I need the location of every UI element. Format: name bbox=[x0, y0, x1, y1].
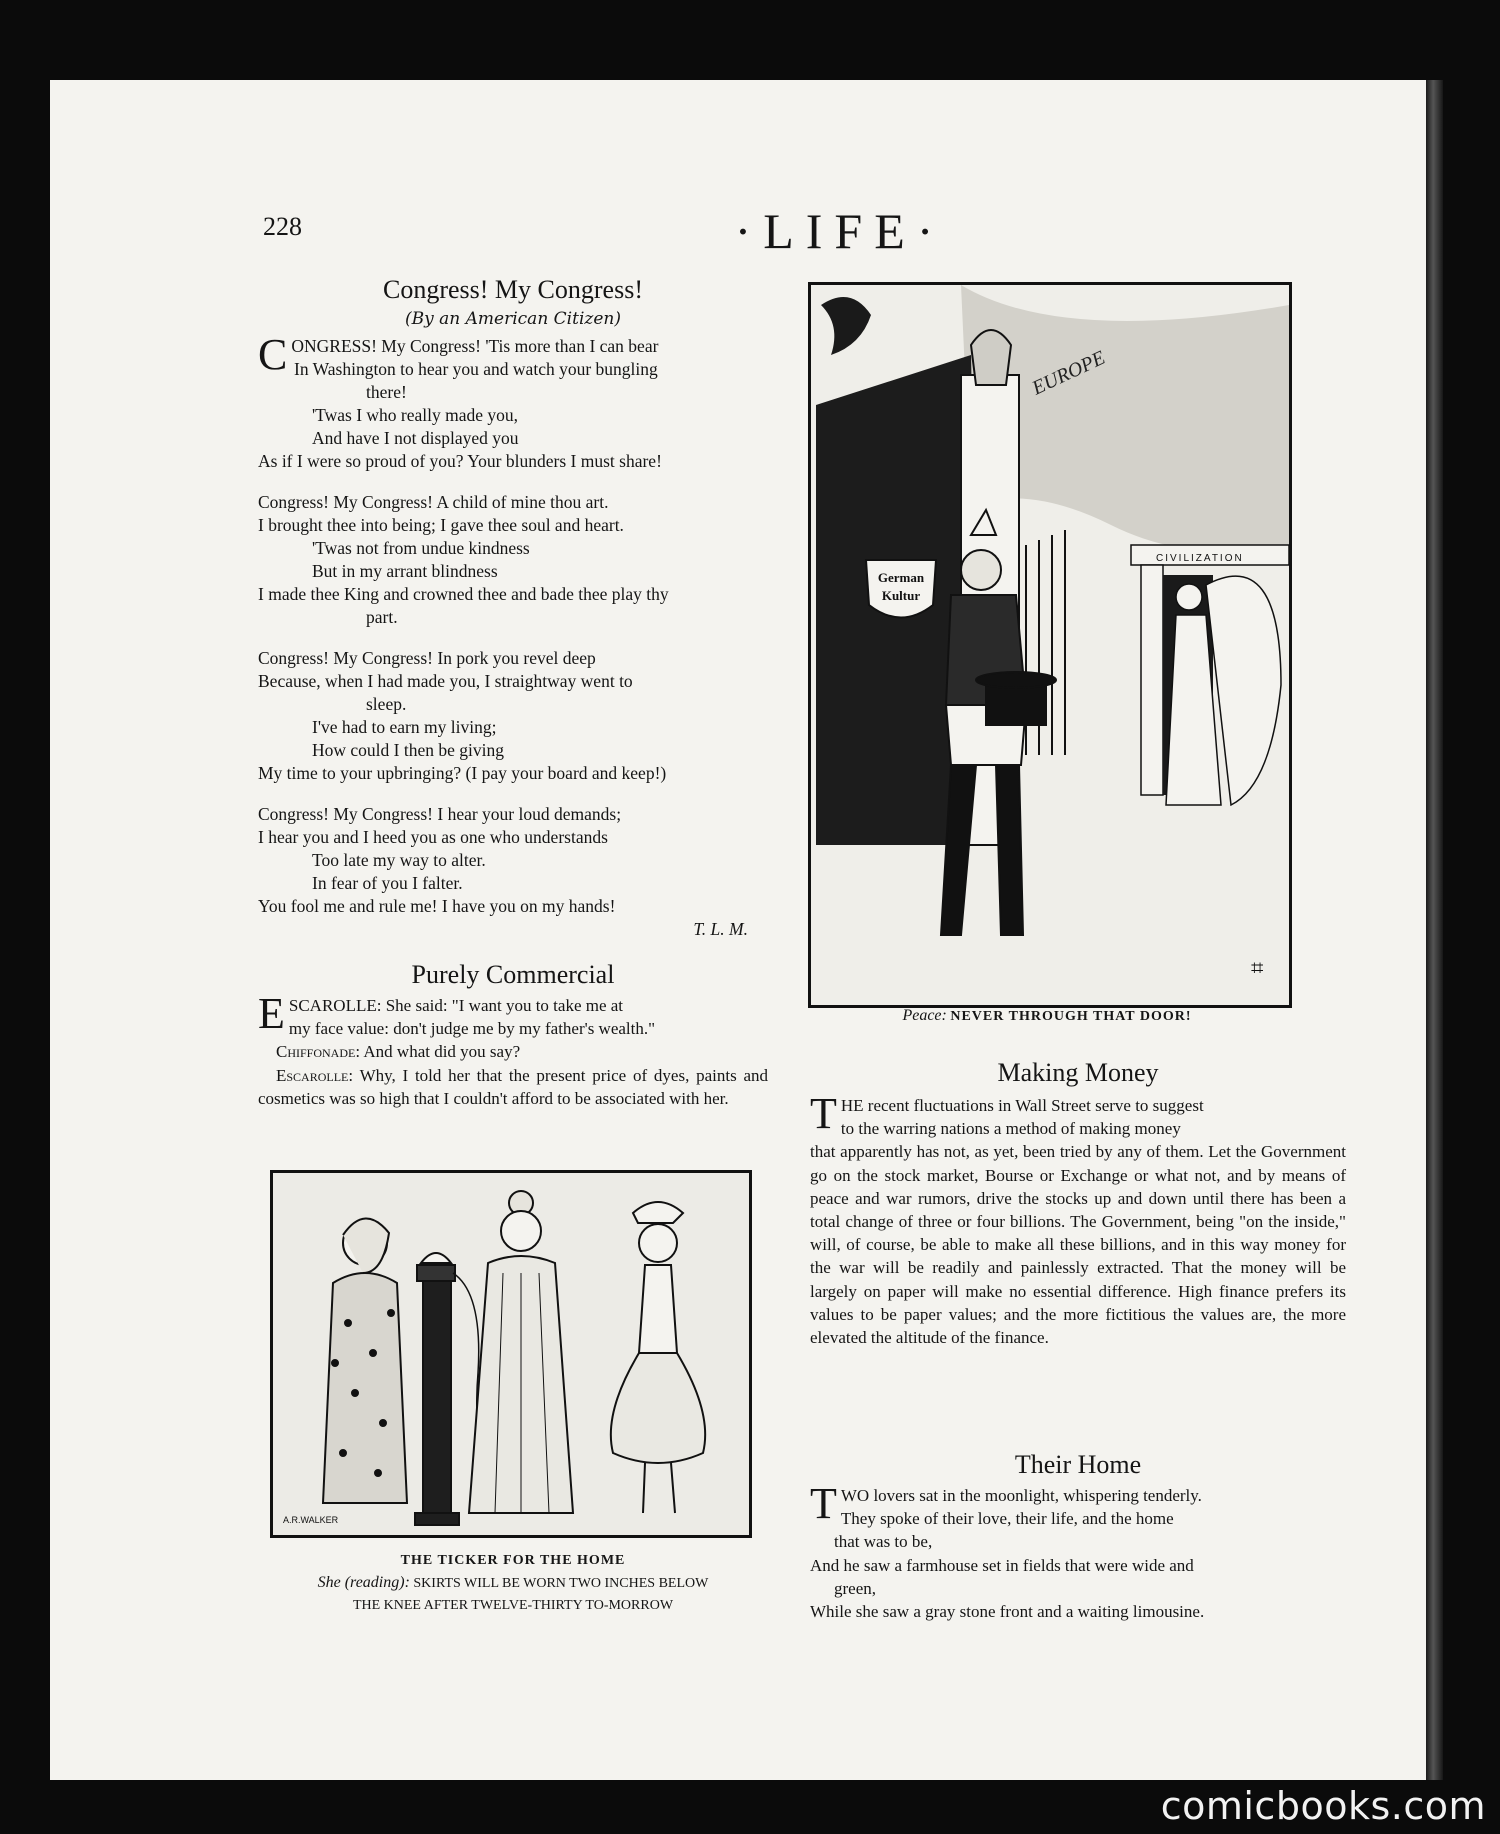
their-home-line-3: that was to be, bbox=[834, 1532, 933, 1552]
purely-body bbox=[258, 989, 768, 1110]
their-home-title: Their Home bbox=[1014, 1450, 1142, 1479]
their-home-line-1: WO lovers sat in the moonlight, whispering tenderly. bbox=[840, 1486, 1202, 1505]
watermark-brand: comicbooks.com bbox=[1160, 1784, 1486, 1828]
escarolle-text: Why, I told her that the present price of dyes, paints and cosmetics was so high that I couldn't afford to be associated with her. bbox=[258, 1065, 768, 1108]
purely-line-2: my face value: don't judge me by my father's wealth." bbox=[288, 1019, 656, 1039]
poem-byline: (By an American Citizen) bbox=[405, 309, 621, 329]
label-europe: EUROPE bbox=[1028, 346, 1109, 400]
poem-line: I made thee King and crowned thee and bade thee play thy bbox=[258, 584, 669, 604]
making-money-line-1: HE recent fluctuations in Wall Street serve to suggest bbox=[840, 1096, 1204, 1115]
civilization-column bbox=[1141, 565, 1163, 795]
poem-line: Too late my way to alter. bbox=[312, 850, 486, 870]
peace-caption-text: NEVER THROUGH THAT DOOR! bbox=[950, 1009, 1192, 1024]
their-home-dropcap: T bbox=[810, 1479, 837, 1528]
poem-line: Congress! My Congress! I hear your loud demands; bbox=[258, 804, 622, 824]
poem-line: there! bbox=[366, 382, 407, 402]
speaker-chiffonade: Chiffonade: bbox=[276, 1042, 361, 1062]
ticker-caption-speaker: She (reading): bbox=[317, 1574, 410, 1591]
poem-line: sleep. bbox=[366, 694, 407, 714]
poem-dropcap: C bbox=[258, 330, 288, 379]
ticker-caption-line-2: THE KNEE AFTER TWELVE-THIRTY TO-MORROW bbox=[352, 1598, 674, 1613]
making-money-title: Making Money bbox=[997, 1058, 1159, 1087]
page-spine bbox=[1426, 80, 1443, 1780]
poem-stanza bbox=[258, 803, 768, 918]
artist-monogram-icon: ⌗ bbox=[1251, 955, 1264, 980]
purely-escarolle-line bbox=[258, 1064, 768, 1110]
making-money-paragraph: that apparently has not, as yet, been tried by any of them. Let the Government go on the stock market, Bourse or Exchange or what not, and by means of peace and war rumors, drive the stocks up and down until there has been a total change of three or four billions. The Government, being "on the inside," will, of course, be able to make all these billions, and in this way money for the war will be readily and painlessly extracted. That the money will be largely on paper will make no essential difference. High finance prefers its values to be paper values; and the more fictitious the values are, the more elevated the altitude of the finance. bbox=[810, 1142, 1346, 1348]
ticker-caption-title: THE TICKER FOR THE HOME bbox=[400, 1553, 626, 1568]
poem-stanza bbox=[258, 330, 768, 473]
poem-line: Congress! My Congress! In pork you revel deep bbox=[258, 648, 596, 668]
poem-section bbox=[258, 275, 768, 941]
poem-line: How could I then be giving bbox=[312, 740, 504, 760]
poem-line: My time to your upbringing? (I pay your board and keep!) bbox=[258, 763, 667, 783]
peace-caption bbox=[808, 1005, 1286, 1028]
poem-line: I've had to earn my living; bbox=[312, 717, 497, 737]
poem-line: I brought thee into being; I gave thee soul and heart. bbox=[258, 515, 624, 535]
their-home-line-5: green, bbox=[834, 1578, 877, 1598]
page-number: 228 bbox=[263, 212, 302, 241]
shield-text-1: German bbox=[877, 570, 925, 585]
ticker-caption-text-1: SKIRTS WILL BE WORN TWO INCHES BELOW bbox=[413, 1576, 709, 1591]
poem-line: Congress! My Congress! A child of mine thou art. bbox=[258, 492, 609, 512]
poem-line: part. bbox=[366, 607, 398, 627]
ticker-caption-line-1 bbox=[258, 1572, 768, 1595]
pillar-torch bbox=[971, 330, 1011, 385]
poem-line: In fear of you I falter. bbox=[312, 873, 463, 893]
making-money-line-2: to the warring nations a method of making money bbox=[840, 1119, 1181, 1139]
peace-caption-speaker: Peace: bbox=[902, 1007, 947, 1024]
poem-line: As if I were so proud of you? Your blunders I must share! bbox=[258, 451, 662, 471]
purely-title: Purely Commercial bbox=[411, 960, 615, 989]
poem-line: You fool me and rule me! I have you on my hands! bbox=[258, 896, 616, 916]
their-home-section bbox=[810, 1450, 1346, 1623]
ticker-artist-signature: A.R.WALKER bbox=[283, 1515, 339, 1525]
ticker-caption bbox=[258, 1550, 768, 1617]
poem-line: 'Twas I who really made you, bbox=[312, 405, 519, 425]
making-money-dropcap: T bbox=[810, 1089, 837, 1138]
poem-line: But in my arrant blindness bbox=[312, 561, 498, 581]
poem-stanza bbox=[258, 647, 768, 785]
purely-chiffonade-line bbox=[258, 1040, 768, 1063]
their-home-line-2: They spoke of their love, their life, and the home bbox=[840, 1509, 1174, 1529]
purely-commercial-section bbox=[258, 960, 768, 1110]
poem-line: ONGRESS! My Congress! 'Tis more than I can bear bbox=[291, 336, 659, 356]
masthead: ·LIFE· bbox=[734, 203, 946, 259]
chiffonade-text: And what did you say? bbox=[363, 1042, 521, 1062]
poem-line: 'Twas not from undue kindness bbox=[312, 538, 530, 558]
speaker-escarolle: Escarolle: bbox=[276, 1065, 354, 1085]
making-money-section bbox=[810, 1058, 1346, 1349]
poem-line: I hear you and I heed you as one who understands bbox=[258, 827, 608, 847]
woman-left-figure bbox=[323, 1218, 407, 1503]
woman-center-figure bbox=[469, 1191, 573, 1513]
poem-body bbox=[258, 330, 768, 941]
purely-line-1: SCAROLLE: She said: "I want you to take me at bbox=[288, 996, 624, 1015]
poem-line: And have I not displayed you bbox=[312, 428, 519, 448]
poem-stanza bbox=[258, 491, 768, 629]
making-money-body bbox=[810, 1089, 1346, 1349]
label-civilization: CIVILIZATION bbox=[1156, 553, 1244, 564]
their-home-line-4: And he saw a farmhouse set in fields that were wide and bbox=[810, 1555, 1194, 1575]
their-home-line-6: While she saw a gray stone front and a waiting limousine. bbox=[810, 1602, 1205, 1622]
ticker-cartoon-art bbox=[273, 1173, 749, 1535]
woman-right-figure bbox=[611, 1202, 705, 1513]
shield-text-2: Kultur bbox=[881, 588, 921, 603]
ticker-cartoon bbox=[270, 1170, 752, 1538]
magazine-page bbox=[50, 80, 1443, 1780]
poem-line: In Washington to hear you and watch your bungling bbox=[294, 359, 658, 379]
peace-cartoon-art bbox=[811, 285, 1289, 1005]
purely-dropcap: E bbox=[258, 989, 285, 1038]
stock-ticker-machine bbox=[415, 1253, 459, 1525]
their-home-body bbox=[810, 1479, 1346, 1623]
poem-line: Because, when I had made you, I straightway went to bbox=[258, 671, 633, 691]
peace-cartoon bbox=[808, 282, 1292, 1008]
poem-signature: T. L. M. bbox=[693, 919, 748, 939]
poem-title: Congress! My Congress! bbox=[383, 275, 643, 304]
